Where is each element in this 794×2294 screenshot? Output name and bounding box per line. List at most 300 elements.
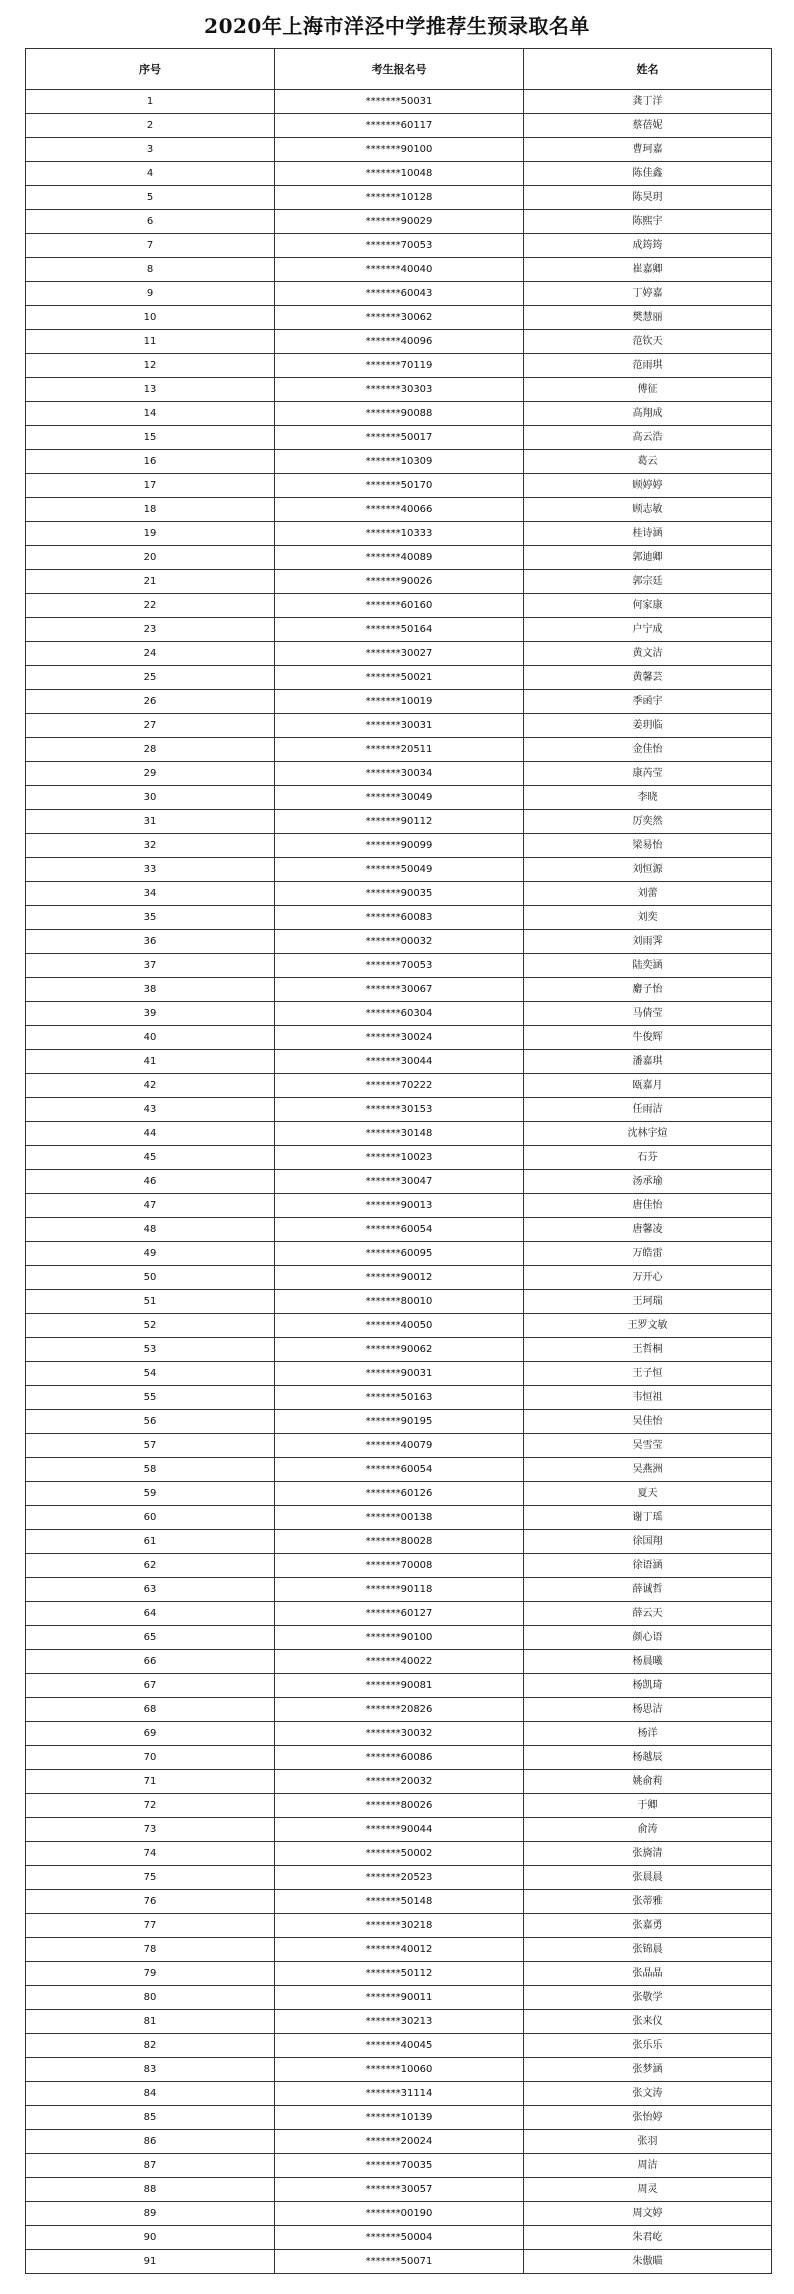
registration-number-cell: *******50170 [275, 474, 524, 498]
student-name-cell: 张怡婷 [524, 2106, 772, 2130]
registration-number-cell: *******40050 [275, 1314, 524, 1338]
student-name-cell: 夏天 [524, 1482, 772, 1506]
registration-number-cell: *******70053 [275, 954, 524, 978]
student-name-cell: 郭宗廷 [524, 570, 772, 594]
registration-number-cell: *******70053 [275, 234, 524, 258]
serial-number-cell: 86 [26, 2130, 275, 2154]
student-name-cell: 颜心语 [524, 1626, 772, 1650]
serial-number-cell: 42 [26, 1074, 275, 1098]
registration-number-cell: *******90029 [275, 210, 524, 234]
registration-number-cell: *******70008 [275, 1554, 524, 1578]
serial-number-cell: 20 [26, 546, 275, 570]
student-name-cell: 厉奕然 [524, 810, 772, 834]
registration-number-cell: *******90012 [275, 1266, 524, 1290]
serial-number-cell: 39 [26, 1002, 275, 1026]
serial-number-cell: 36 [26, 930, 275, 954]
registration-number-cell: *******30034 [275, 762, 524, 786]
serial-number-cell: 27 [26, 714, 275, 738]
registration-number-cell: *******30213 [275, 2010, 524, 2034]
registration-number-cell: *******90013 [275, 1194, 524, 1218]
registration-number-cell: *******60304 [275, 1002, 524, 1026]
student-name-cell: 杨晨曦 [524, 1650, 772, 1674]
registration-number-cell: *******90026 [275, 570, 524, 594]
student-name-cell: 周文婷 [524, 2202, 772, 2226]
registration-number-cell: *******30049 [275, 786, 524, 810]
table-row [26, 234, 772, 258]
student-name-cell: 吴佳怡 [524, 1410, 772, 1434]
table-row [26, 978, 772, 1002]
serial-number-cell: 12 [26, 354, 275, 378]
student-name-cell: 牛俊辉 [524, 1026, 772, 1050]
table-row [26, 282, 772, 306]
registration-number-cell: *******40022 [275, 1650, 524, 1674]
table-row [26, 570, 772, 594]
student-name-cell: 金佳怡 [524, 738, 772, 762]
student-name-cell: 韦恒祖 [524, 1386, 772, 1410]
table-row [26, 1842, 772, 1866]
table-row [26, 2106, 772, 2130]
student-name-cell: 于卿 [524, 1794, 772, 1818]
registration-number-cell: *******30031 [275, 714, 524, 738]
student-name-cell: 陈熙宇 [524, 210, 772, 234]
table-row [26, 2226, 772, 2250]
serial-number-cell: 73 [26, 1818, 275, 1842]
student-name-cell: 姚俞莉 [524, 1770, 772, 1794]
table-row [26, 954, 772, 978]
student-name-cell: 万开心 [524, 1266, 772, 1290]
table-row [26, 1530, 772, 1554]
table-row [26, 1986, 772, 2010]
table-row [26, 2010, 772, 2034]
registration-number-cell: *******40040 [275, 258, 524, 282]
serial-number-cell: 32 [26, 834, 275, 858]
table-row [26, 1410, 772, 1434]
table-body [26, 90, 772, 2274]
registration-number-cell: *******20024 [275, 2130, 524, 2154]
table-row [26, 1314, 772, 1338]
serial-number-cell: 45 [26, 1146, 275, 1170]
registration-number-cell: *******40089 [275, 546, 524, 570]
student-name-cell: 张锦晨 [524, 1938, 772, 1962]
registration-number-cell: *******60054 [275, 1218, 524, 1242]
serial-number-cell: 43 [26, 1098, 275, 1122]
table-row [26, 738, 772, 762]
registration-number-cell: *******40066 [275, 498, 524, 522]
table-row [26, 1626, 772, 1650]
table-row [26, 2202, 772, 2226]
registration-number-cell: *******60095 [275, 1242, 524, 1266]
header-serial-number: 序号 [26, 49, 275, 90]
registration-number-cell: *******00138 [275, 1506, 524, 1530]
student-name-cell: 曹珂嘉 [524, 138, 772, 162]
table-row [26, 2154, 772, 2178]
student-name-cell: 张乐乐 [524, 2034, 772, 2058]
table-row [26, 1674, 772, 1698]
registration-number-cell: *******50017 [275, 426, 524, 450]
student-name-cell: 周灵 [524, 2178, 772, 2202]
table-row [26, 1290, 772, 1314]
serial-number-cell: 46 [26, 1170, 275, 1194]
registration-number-cell: *******10023 [275, 1146, 524, 1170]
serial-number-cell: 10 [26, 306, 275, 330]
serial-number-cell: 13 [26, 378, 275, 402]
registration-number-cell: *******90195 [275, 1410, 524, 1434]
serial-number-cell: 60 [26, 1506, 275, 1530]
registration-number-cell: *******60117 [275, 114, 524, 138]
registration-number-cell: *******30027 [275, 642, 524, 666]
registration-number-cell: *******60054 [275, 1458, 524, 1482]
table-row [26, 2250, 772, 2274]
serial-number-cell: 63 [26, 1578, 275, 1602]
student-name-cell: 张来仪 [524, 2010, 772, 2034]
student-name-cell: 傅征 [524, 378, 772, 402]
serial-number-cell: 34 [26, 882, 275, 906]
student-name-cell: 杨凯琦 [524, 1674, 772, 1698]
serial-number-cell: 14 [26, 402, 275, 426]
table-row [26, 1146, 772, 1170]
registration-number-cell: *******50004 [275, 2226, 524, 2250]
table-row [26, 426, 772, 450]
table-row [26, 1698, 772, 1722]
registration-number-cell: *******80010 [275, 1290, 524, 1314]
student-name-cell: 俞涛 [524, 1818, 772, 1842]
serial-number-cell: 9 [26, 282, 275, 306]
table-row [26, 786, 772, 810]
table-row [26, 930, 772, 954]
registration-number-cell: *******90044 [275, 1818, 524, 1842]
serial-number-cell: 80 [26, 1986, 275, 2010]
registration-number-cell: *******50002 [275, 1842, 524, 1866]
serial-number-cell: 49 [26, 1242, 275, 1266]
student-name-cell: 崔嘉卿 [524, 258, 772, 282]
registration-number-cell: *******30062 [275, 306, 524, 330]
student-name-cell: 张梦涵 [524, 2058, 772, 2082]
serial-number-cell: 90 [26, 2226, 275, 2250]
serial-number-cell: 11 [26, 330, 275, 354]
serial-number-cell: 72 [26, 1794, 275, 1818]
registration-number-cell: *******70035 [275, 2154, 524, 2178]
registration-number-cell: *******20511 [275, 738, 524, 762]
student-name-cell: 陈佳鑫 [524, 162, 772, 186]
table-row [26, 354, 772, 378]
serial-number-cell: 33 [26, 858, 275, 882]
table-row [26, 762, 772, 786]
registration-number-cell: *******30032 [275, 1722, 524, 1746]
table-row [26, 666, 772, 690]
student-name-cell: 刘蕾 [524, 882, 772, 906]
student-name-cell: 张旖清 [524, 1842, 772, 1866]
registration-number-cell: *******30148 [275, 1122, 524, 1146]
serial-number-cell: 62 [26, 1554, 275, 1578]
serial-number-cell: 47 [26, 1194, 275, 1218]
registration-number-cell: *******60126 [275, 1482, 524, 1506]
registration-number-cell: *******00032 [275, 930, 524, 954]
table-row [26, 1194, 772, 1218]
table-row [26, 186, 772, 210]
registration-number-cell: *******30067 [275, 978, 524, 1002]
registration-number-cell: *******40079 [275, 1434, 524, 1458]
student-name-cell: 李晓 [524, 786, 772, 810]
table-row [26, 1866, 772, 1890]
table-row [26, 162, 772, 186]
table-row [26, 1578, 772, 1602]
student-name-cell: 范雨琪 [524, 354, 772, 378]
registration-number-cell: *******10333 [275, 522, 524, 546]
serial-number-cell: 21 [26, 570, 275, 594]
page-title: 2020年上海市洋泾中学推荐生预录取名单 [204, 14, 590, 38]
serial-number-cell: 48 [26, 1218, 275, 1242]
student-name-cell: 张文涛 [524, 2082, 772, 2106]
table-row [26, 210, 772, 234]
student-name-cell: 朱傲瞄 [524, 2250, 772, 2274]
registration-number-cell: *******10019 [275, 690, 524, 714]
registration-number-cell: *******90088 [275, 402, 524, 426]
registration-number-cell: *******90099 [275, 834, 524, 858]
student-name-cell: 王珂瑞 [524, 1290, 772, 1314]
student-name-cell: 樊慧丽 [524, 306, 772, 330]
table-row [26, 1554, 772, 1578]
serial-number-cell: 50 [26, 1266, 275, 1290]
student-name-cell: 张蒂雅 [524, 1890, 772, 1914]
serial-number-cell: 70 [26, 1746, 275, 1770]
table-row [26, 882, 772, 906]
serial-number-cell: 35 [26, 906, 275, 930]
table-row [26, 546, 772, 570]
student-name-cell: 丁婷嘉 [524, 282, 772, 306]
serial-number-cell: 38 [26, 978, 275, 1002]
table-row [26, 834, 772, 858]
student-name-cell: 唐馨凌 [524, 1218, 772, 1242]
registration-number-cell: *******30047 [275, 1170, 524, 1194]
student-name-cell: 王哲桐 [524, 1338, 772, 1362]
registration-number-cell: *******80028 [275, 1530, 524, 1554]
student-name-cell: 周洁 [524, 2154, 772, 2178]
serial-number-cell: 57 [26, 1434, 275, 1458]
registration-number-cell: *******30057 [275, 2178, 524, 2202]
registration-number-cell: *******40096 [275, 330, 524, 354]
student-name-cell: 薛云天 [524, 1602, 772, 1626]
registration-number-cell: *******30024 [275, 1026, 524, 1050]
student-name-cell: 唐佳怡 [524, 1194, 772, 1218]
student-name-cell: 成筠筠 [524, 234, 772, 258]
registration-number-cell: *******50112 [275, 1962, 524, 1986]
registration-number-cell: *******60127 [275, 1602, 524, 1626]
table-row [26, 90, 772, 114]
serial-number-cell: 68 [26, 1698, 275, 1722]
table-row [26, 618, 772, 642]
serial-number-cell: 2 [26, 114, 275, 138]
serial-number-cell: 51 [26, 1290, 275, 1314]
table-row [26, 1242, 772, 1266]
serial-number-cell: 44 [26, 1122, 275, 1146]
student-name-cell: 何家康 [524, 594, 772, 618]
registration-number-cell: *******50148 [275, 1890, 524, 1914]
table-row [26, 1818, 772, 1842]
student-name-cell: 吴燕洲 [524, 1458, 772, 1482]
table-row [26, 1026, 772, 1050]
registration-number-cell: *******10128 [275, 186, 524, 210]
table-row [26, 1794, 772, 1818]
table-row [26, 1050, 772, 1074]
student-name-cell: 范钦天 [524, 330, 772, 354]
student-name-cell: 张羽 [524, 2130, 772, 2154]
table-row [26, 1074, 772, 1098]
registration-number-cell: *******50164 [275, 618, 524, 642]
student-name-cell: 徐语涵 [524, 1554, 772, 1578]
table-row [26, 714, 772, 738]
table-row [26, 1506, 772, 1530]
student-name-cell: 黄文洁 [524, 642, 772, 666]
table-row [26, 306, 772, 330]
table-row [26, 258, 772, 282]
table-row [26, 1386, 772, 1410]
serial-number-cell: 1 [26, 90, 275, 114]
admission-table [25, 48, 772, 2274]
registration-number-cell: *******90100 [275, 1626, 524, 1650]
table-row [26, 1482, 772, 1506]
table-row [26, 1122, 772, 1146]
serial-number-cell: 18 [26, 498, 275, 522]
table-row [26, 2082, 772, 2106]
table-row [26, 1098, 772, 1122]
header-student-name: 姓名 [524, 49, 772, 90]
student-name-cell: 吴雪莹 [524, 1434, 772, 1458]
serial-number-cell: 3 [26, 138, 275, 162]
registration-number-cell: *******30153 [275, 1098, 524, 1122]
student-name-cell: 黄馨芸 [524, 666, 772, 690]
student-name-cell: 户宁成 [524, 618, 772, 642]
student-name-cell: 陈昊玥 [524, 186, 772, 210]
serial-number-cell: 76 [26, 1890, 275, 1914]
student-name-cell: 张嘉勇 [524, 1914, 772, 1938]
serial-number-cell: 54 [26, 1362, 275, 1386]
registration-number-cell: *******70119 [275, 354, 524, 378]
student-name-cell: 葛云 [524, 450, 772, 474]
table-row [26, 1770, 772, 1794]
table-row [26, 1746, 772, 1770]
student-name-cell: 高云浩 [524, 426, 772, 450]
serial-number-cell: 16 [26, 450, 275, 474]
serial-number-cell: 79 [26, 1962, 275, 1986]
table-row [26, 522, 772, 546]
serial-number-cell: 67 [26, 1674, 275, 1698]
table-row [26, 138, 772, 162]
student-name-cell: 石芬 [524, 1146, 772, 1170]
serial-number-cell: 52 [26, 1314, 275, 1338]
serial-number-cell: 19 [26, 522, 275, 546]
table-row [26, 474, 772, 498]
registration-number-cell: *******20523 [275, 1866, 524, 1890]
registration-number-cell: *******60086 [275, 1746, 524, 1770]
table-header-row [26, 49, 772, 90]
serial-number-cell: 66 [26, 1650, 275, 1674]
serial-number-cell: 4 [26, 162, 275, 186]
table-row [26, 642, 772, 666]
student-name-cell: 王罗文敏 [524, 1314, 772, 1338]
serial-number-cell: 89 [26, 2202, 275, 2226]
registration-number-cell: *******50031 [275, 90, 524, 114]
student-name-cell: 任雨洁 [524, 1098, 772, 1122]
student-name-cell: 潘嘉琪 [524, 1050, 772, 1074]
table-row [26, 402, 772, 426]
serial-number-cell: 24 [26, 642, 275, 666]
registration-number-cell: *******20826 [275, 1698, 524, 1722]
student-name-cell: 高翔成 [524, 402, 772, 426]
table-row [26, 1458, 772, 1482]
student-name-cell: 桂诗涵 [524, 522, 772, 546]
student-name-cell: 蔡蓓妮 [524, 114, 772, 138]
table-row [26, 2178, 772, 2202]
serial-number-cell: 87 [26, 2154, 275, 2178]
registration-number-cell: *******00190 [275, 2202, 524, 2226]
serial-number-cell: 53 [26, 1338, 275, 1362]
serial-number-cell: 40 [26, 1026, 275, 1050]
student-name-cell: 王子恒 [524, 1362, 772, 1386]
serial-number-cell: 77 [26, 1914, 275, 1938]
table-row [26, 2034, 772, 2058]
registration-number-cell: *******90011 [275, 1986, 524, 2010]
table-row [26, 1914, 772, 1938]
table-row [26, 1218, 772, 1242]
student-name-cell: 郭迪卿 [524, 546, 772, 570]
table-row [26, 1722, 772, 1746]
serial-number-cell: 6 [26, 210, 275, 234]
serial-number-cell: 30 [26, 786, 275, 810]
table-row [26, 330, 772, 354]
table-row [26, 810, 772, 834]
student-name-cell: 谢丁瑶 [524, 1506, 772, 1530]
serial-number-cell: 7 [26, 234, 275, 258]
student-name-cell: 季函宇 [524, 690, 772, 714]
serial-number-cell: 58 [26, 1458, 275, 1482]
student-name-cell: 朱君屹 [524, 2226, 772, 2250]
student-name-cell: 杨越辰 [524, 1746, 772, 1770]
table-row [26, 594, 772, 618]
registration-number-cell: *******50163 [275, 1386, 524, 1410]
table-row [26, 1602, 772, 1626]
registration-number-cell: *******30303 [275, 378, 524, 402]
student-name-cell: 张晶晶 [524, 1962, 772, 1986]
table-row [26, 858, 772, 882]
table-row [26, 1938, 772, 1962]
student-name-cell: 马倩莹 [524, 1002, 772, 1026]
serial-number-cell: 64 [26, 1602, 275, 1626]
serial-number-cell: 26 [26, 690, 275, 714]
student-name-cell: 刘奕 [524, 906, 772, 930]
student-name-cell: 龚丁洋 [524, 90, 772, 114]
student-name-cell: 康芮莹 [524, 762, 772, 786]
student-name-cell: 刘恒源 [524, 858, 772, 882]
table-row [26, 1338, 772, 1362]
registration-number-cell: *******30218 [275, 1914, 524, 1938]
serial-number-cell: 31 [26, 810, 275, 834]
registration-number-cell: *******50071 [275, 2250, 524, 2274]
student-name-cell: 顾志敏 [524, 498, 772, 522]
table-row [26, 378, 772, 402]
table-row [26, 450, 772, 474]
header-registration-number: 考生报名号 [275, 49, 524, 90]
serial-number-cell: 65 [26, 1626, 275, 1650]
student-name-cell: 沈林宇煊 [524, 1122, 772, 1146]
serial-number-cell: 71 [26, 1770, 275, 1794]
registration-number-cell: *******90081 [275, 1674, 524, 1698]
registration-number-cell: *******10139 [275, 2106, 524, 2130]
student-name-cell: 杨思洁 [524, 1698, 772, 1722]
registration-number-cell: *******90100 [275, 138, 524, 162]
serial-number-cell: 41 [26, 1050, 275, 1074]
serial-number-cell: 37 [26, 954, 275, 978]
registration-number-cell: *******50049 [275, 858, 524, 882]
